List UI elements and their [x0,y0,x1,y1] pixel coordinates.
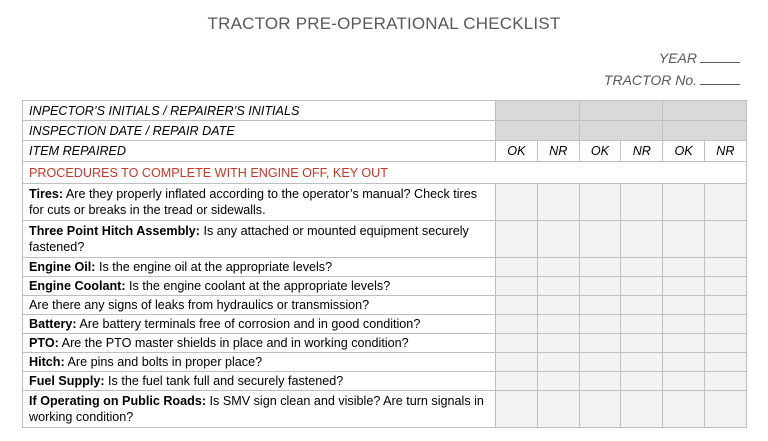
section-title: PROCEDURES TO COMPLETE WITH ENGINE OFF, KEY OUT [23,162,747,184]
tractor-number-label: TRACTOR No. [603,72,697,88]
checklist-row [23,296,747,315]
check-cell[interactable] [537,353,579,372]
check-cell[interactable] [496,221,538,258]
check-cell[interactable] [537,221,579,258]
question-label: Engine Coolant: [29,279,126,293]
checklist-question [23,258,496,277]
check-cell[interactable] [496,184,538,221]
checklist-row [23,391,747,428]
check-cell[interactable] [621,296,663,315]
checklist-question [23,353,496,372]
inspector-initials-cell-2[interactable] [579,101,663,121]
check-cell[interactable] [537,184,579,221]
checklist-question [23,334,496,353]
question-text: Are pins and bolts in proper place? [64,355,263,369]
checklist-question [23,221,496,258]
check-cell[interactable] [663,277,705,296]
inspection-date-cell-3[interactable] [663,121,747,141]
inspection-date-cell-1[interactable] [496,121,580,141]
check-cell[interactable] [496,315,538,334]
question-label: If Operating on Public Roads: [29,394,207,408]
check-cell[interactable] [496,258,538,277]
check-cell[interactable] [663,391,705,428]
page-title: TRACTOR PRE-OPERATIONAL CHECKLIST [207,14,561,33]
checklist-row [23,353,747,372]
inspector-initials-cell-3[interactable] [663,101,747,121]
check-cell[interactable] [537,296,579,315]
check-cell[interactable] [621,184,663,221]
check-cell[interactable] [579,277,621,296]
inspection-date-label: INSPECTION DATE / REPAIR DATE [23,121,496,141]
check-cell[interactable] [579,296,621,315]
checklist-row [23,315,747,334]
question-label: Fuel Supply: [29,374,105,388]
checklist-question [23,391,496,428]
check-cell[interactable] [537,391,579,428]
checklist-question [23,277,496,296]
check-cell[interactable] [704,184,746,221]
question-label: Engine Oil: [29,260,96,274]
checklist-question [23,184,496,221]
item-repaired-label: ITEM REPAIRED [23,141,496,162]
question-label: Tires: [29,187,64,201]
question-text: Is the fuel tank full and securely fastened? [104,374,344,388]
check-cell[interactable] [663,353,705,372]
year-label: YEAR [658,50,697,66]
inspector-initials-label: INPECTOR’S INITIALS / REPAIRER’S INITIALS [23,101,496,121]
check-cell[interactable] [704,277,746,296]
status-col-header: NR [621,141,663,162]
year-blank[interactable] [700,50,740,63]
check-cell[interactable] [663,334,705,353]
checklist-row [23,334,747,353]
check-cell[interactable] [579,184,621,221]
check-cell[interactable] [537,334,579,353]
question-label: Hitch: [29,355,65,369]
check-cell[interactable] [663,184,705,221]
check-cell[interactable] [496,334,538,353]
checklist-row [23,258,747,277]
check-cell[interactable] [537,315,579,334]
check-cell[interactable] [621,353,663,372]
checklist-question [23,315,496,334]
check-cell[interactable] [621,258,663,277]
check-cell[interactable] [663,258,705,277]
check-cell[interactable] [704,296,746,315]
check-cell[interactable] [579,315,621,334]
check-cell[interactable] [704,391,746,428]
check-cell[interactable] [579,372,621,391]
check-cell[interactable] [579,258,621,277]
check-cell[interactable] [704,221,746,258]
check-cell[interactable] [496,372,538,391]
question-label: PTO: [29,336,59,350]
check-cell[interactable] [579,221,621,258]
status-col-header: OK [663,141,705,162]
year-field[interactable] [659,50,740,66]
checklist-row [23,277,747,296]
check-cell[interactable] [579,334,621,353]
checklist-row [23,184,747,221]
check-cell[interactable] [663,372,705,391]
check-cell[interactable] [704,353,746,372]
check-cell[interactable] [704,258,746,277]
check-cell[interactable] [704,372,746,391]
tractor-number-blank[interactable] [700,72,740,85]
checklist-row [23,372,747,391]
question-text: Is SMV sign clean and visible? Are turn signals in working condition? [29,394,484,424]
question-label: Three Point Hitch Assembly: [29,224,200,238]
inspection-date-cell-2[interactable] [579,121,663,141]
check-cell[interactable] [663,221,705,258]
check-cell[interactable] [663,315,705,334]
question-text: Are they properly inflated according to the operator’s manual? Check tires for cuts or breaks in the tread or sidewalls. [29,187,478,217]
question-text: Are the PTO master shields in place and in working condition? [58,336,409,350]
check-cell[interactable] [621,277,663,296]
question-label: Battery: [29,317,77,331]
check-cell[interactable] [579,391,621,428]
check-cell[interactable] [537,258,579,277]
status-col-header: OK [579,141,621,162]
status-col-header: NR [537,141,579,162]
tractor-number-field[interactable] [604,72,740,88]
question-text: Are battery terminals free of corrosion and in good condition? [76,317,421,331]
check-cell[interactable] [496,391,538,428]
checklist-row [23,221,747,258]
checklist-question [23,372,496,391]
status-col-header: OK [496,141,538,162]
check-cell[interactable] [621,372,663,391]
check-cell[interactable] [496,353,538,372]
check-cell[interactable] [704,334,746,353]
check-cell[interactable] [621,334,663,353]
check-cell[interactable] [537,277,579,296]
check-cell[interactable] [496,296,538,315]
check-cell[interactable] [496,277,538,296]
question-text: Is the engine coolant at the appropriate levels? [125,279,391,293]
check-cell[interactable] [579,353,621,372]
check-cell[interactable] [537,372,579,391]
check-cell[interactable] [704,315,746,334]
check-cell[interactable] [621,391,663,428]
question-text: Is any attached or mounted equipment securely fastened? [29,224,469,254]
question-text: Is the engine oil at the appropriate levels? [95,260,333,274]
status-col-header: NR [704,141,746,162]
check-cell[interactable] [621,221,663,258]
check-cell[interactable] [621,315,663,334]
check-cell[interactable] [663,296,705,315]
checklist-table [22,100,747,428]
checklist-question [23,296,496,315]
question-text: Are there any signs of leaks from hydraulics or transmission? [29,298,370,312]
inspector-initials-cell-1[interactable] [496,101,580,121]
